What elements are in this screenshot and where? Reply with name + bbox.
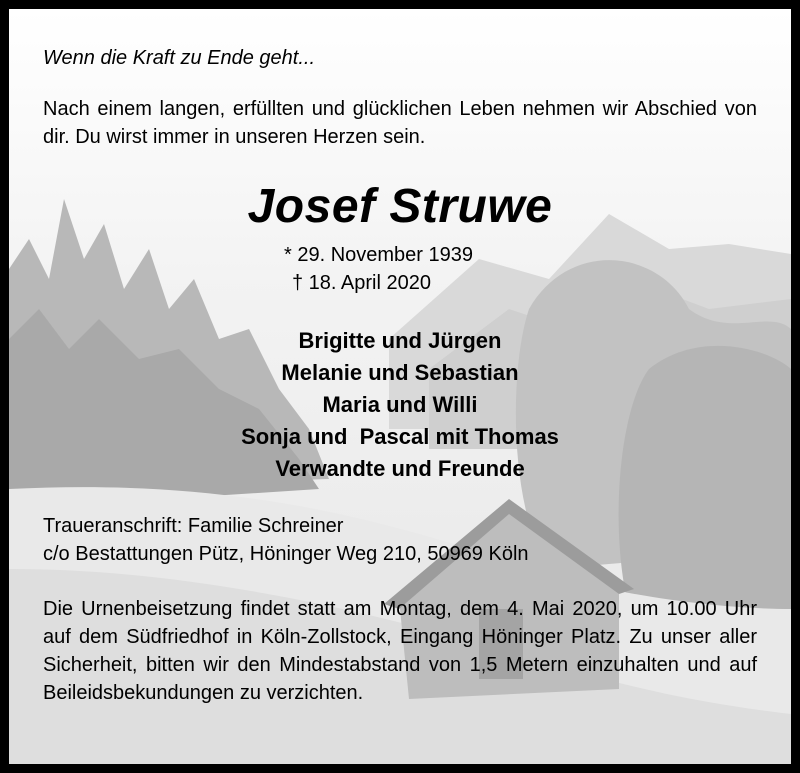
funeral-notice-text: Die Urnenbeisetzung findet statt am Montag, dem 4. Mai 2020, um 10.00 Uhr auf dem Südfriedhof in Köln-Zollstock, Eingang Höninger Platz. Zu unser aller Sicherheit, bitten wir den Mindestabstand von 1,5 Metern einzuhalten und auf Beileidsbekundungen zu verzichten. [43,598,757,704]
mourners-list [9,325,791,485]
intro-text: Nach einem langen, erfüllten und glücklichen Leben nehmen wir Abschied von dir. Du wirst immer in unseren Herzen sein. [43,98,757,148]
birth-date: * 29. November 1939 [284,244,474,266]
mourner-line: Melanie und Sebastian [281,360,519,385]
mourner-line: Maria und Willi [322,392,478,417]
life-dates [284,241,473,297]
motto-text: Wenn die Kraft zu Ende geht... [43,47,316,69]
mourning-address [43,512,529,568]
obituary-content [9,9,791,764]
mourner-line: Brigitte und Jürgen [298,328,502,353]
mourner-line: Verwandte und Freunde [275,456,525,481]
address-line: c/o Bestattungen Pütz, Höninger Weg 210, 50969 Köln [43,543,529,565]
death-date: † 18. April 2020 [292,272,431,294]
mourner-line: Sonja und Pascal mit Thomas [241,424,559,449]
deceased-name: Josef Struwe [247,180,553,233]
address-line: Traueranschrift: Familie Schreiner [43,515,344,537]
